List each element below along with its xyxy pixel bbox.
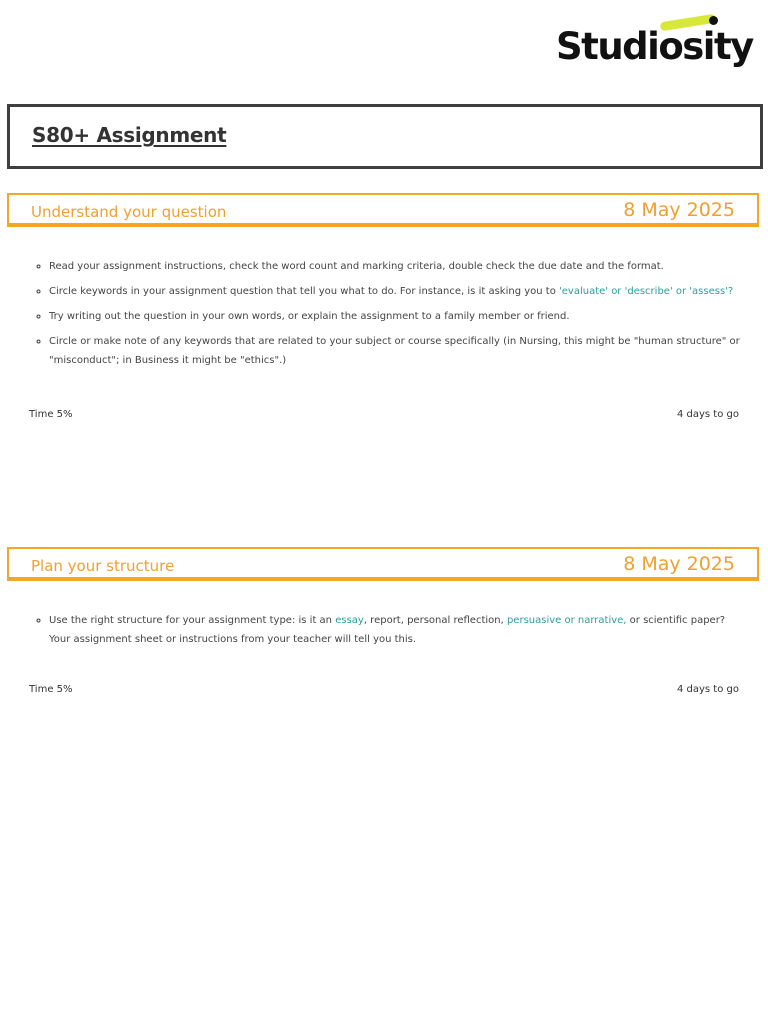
task-name: Plan your structure: [31, 557, 175, 575]
logo-dot: [709, 16, 718, 25]
task-date: 8 May 2025: [623, 553, 735, 575]
bullet-text: Try writing out the question in your own words, or explain the assignment to a family member or friend.: [49, 311, 570, 322]
bullet-text: Read your assignment instructions, check the word count and marking criteria, double check the due date and the format.: [49, 261, 664, 272]
assignment-title[interactable]: S80+ Assignment: [32, 123, 227, 147]
list-item: [49, 611, 749, 649]
essay-link[interactable]: essay: [335, 615, 364, 626]
list-item: [49, 307, 749, 326]
bullet-text: or scientific paper? Your assignment sheet or instructions from your teacher will tell you this.: [49, 615, 726, 645]
bullet-text: , report, personal reflection,: [363, 615, 507, 626]
task-header-plan-structure: [7, 547, 759, 581]
list-item: [49, 257, 749, 276]
bullet-text: Use the right structure for your assignment type: is it an: [49, 615, 336, 626]
logo-text: Studiosity: [556, 25, 753, 68]
days-to-go-label: 4 days to go: [676, 409, 739, 420]
bullet-text: Circle keywords in your assignment question that tell you what to do. For instance, is it asking you to: [49, 286, 559, 297]
task-header-understand-question: [7, 193, 759, 227]
persuasive-narrative-link[interactable]: persuasive or narrative,: [506, 615, 627, 626]
assignment-title-box: [7, 104, 763, 169]
list-item: [49, 332, 749, 370]
list-item: [49, 282, 749, 301]
bullet-text: Circle or make note of any keywords that are related to your subject or course specifically (in Nursing, this might be "human structure" or "misconduct"; in Business it might be "ethics".): [49, 336, 740, 366]
time-percent-label: Time 5%: [29, 409, 73, 420]
task-bullet-list: [31, 257, 749, 376]
time-percent-label: Time 5%: [29, 684, 73, 695]
studiosity-logo: [554, 14, 764, 74]
task-bullet-list: [31, 611, 749, 655]
keyword-link[interactable]: 'evaluate' or 'describe' or 'assess'?: [559, 286, 734, 297]
days-to-go-label: 4 days to go: [676, 684, 739, 695]
task-name: Understand your question: [31, 203, 227, 221]
task-date: 8 May 2025: [623, 199, 735, 221]
